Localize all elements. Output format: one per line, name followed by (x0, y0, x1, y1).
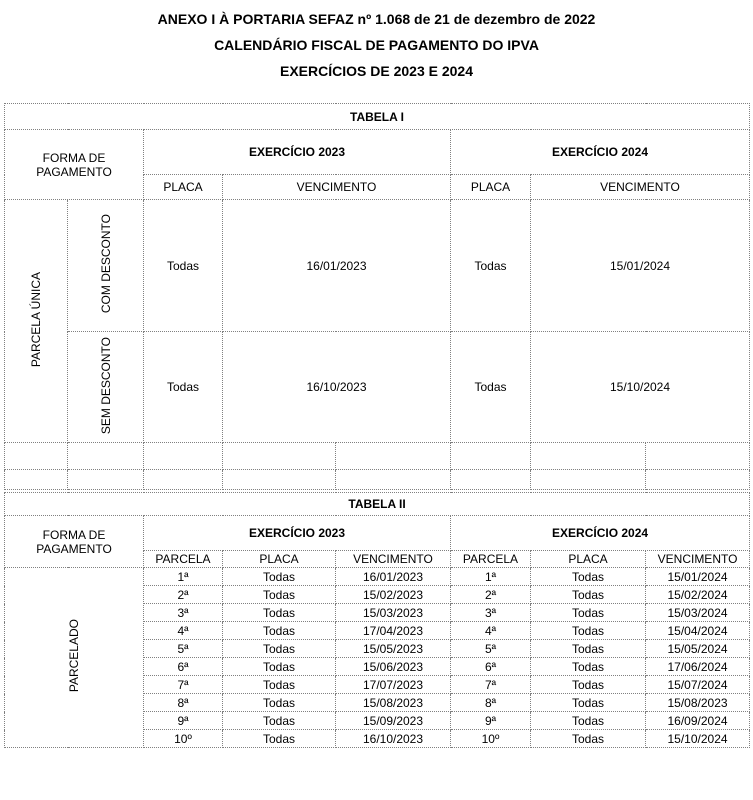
document-title (0, 0, 753, 84)
parcela-2024-cell: 7ª (451, 676, 531, 694)
vencimento-2024-cell: 16/09/2024 (646, 712, 750, 730)
vencimento-2024-cell: 15/07/2024 (646, 676, 750, 694)
vencimento-2024-cell: 15/01/2024 (646, 568, 750, 586)
tabela2-vencimento-2023-header: VENCIMENTO (336, 551, 451, 568)
placa-2023-cell: Todas (223, 712, 336, 730)
vencimento-2024-cell: 17/06/2024 (646, 658, 750, 676)
parcela-2023-cell: 4ª (144, 622, 223, 640)
placa-2023-cell: Todas (223, 586, 336, 604)
vencimento-2024-cell: 15/05/2024 (646, 640, 750, 658)
vencimento-2024-cell: 15/10/2024 (531, 332, 750, 443)
placa-2024-cell: Todas (531, 568, 646, 586)
tabela2-exercicio-2024-header: EXERCÍCIO 2024 (451, 516, 750, 551)
tabela1-row-group-label: PARCELA ÚNICA (29, 271, 43, 368)
empty-cell (531, 470, 646, 490)
vencimento-2023-cell: 17/04/2023 (336, 622, 451, 640)
placa-2024-cell: Todas (531, 604, 646, 622)
vencimento-2023-cell: 17/07/2023 (336, 676, 451, 694)
vencimento-2024-cell: 15/02/2024 (646, 586, 750, 604)
vencimento-2023-cell: 15/09/2023 (336, 712, 451, 730)
empty-cell (223, 443, 336, 470)
empty-cell (5, 470, 68, 490)
tabela2-parcela-2023-header: PARCELA (144, 551, 223, 568)
vencimento-2023-cell: 16/10/2023 (336, 730, 451, 748)
tabela2-vencimento-2024-header: VENCIMENTO (646, 551, 750, 568)
tabela2-placa-2023-header: PLACA (223, 551, 336, 568)
vencimento-2023-cell: 16/01/2023 (336, 568, 451, 586)
parcela-2024-cell: 2ª (451, 586, 531, 604)
empty-cell (336, 470, 451, 490)
empty-cell (451, 470, 531, 490)
document-title-line1: ANEXO I À PORTARIA SEFAZ nº 1.068 de 21 de dezembro de 2022 (157, 11, 596, 27)
placa-2024-cell: Todas (531, 712, 646, 730)
parcela-2024-cell: 1ª (451, 568, 531, 586)
tabela1-condition-cell (68, 200, 144, 332)
parcela-2024-cell: 5ª (451, 640, 531, 658)
placa-2023-cell: Todas (144, 200, 223, 332)
placa-2023-cell: Todas (223, 694, 336, 712)
empty-cell (144, 470, 223, 490)
empty-cell (68, 470, 144, 490)
tabela1-exercicio-2023-header: EXERCÍCIO 2023 (144, 130, 451, 175)
parcela-2023-cell: 9ª (144, 712, 223, 730)
empty-cell (223, 470, 336, 490)
empty-cell (646, 470, 750, 490)
parcela-2024-cell: 10º (451, 730, 531, 748)
placa-2023-cell: Todas (223, 568, 336, 586)
tabela2-row-group-cell (5, 568, 144, 748)
tabela-1 (4, 103, 750, 490)
vencimento-2023-cell: 16/10/2023 (223, 332, 451, 443)
parcela-2024-cell: 8ª (451, 694, 531, 712)
tabela1-forma-de-pagamento-header: FORMA DE PAGAMENTO (5, 130, 144, 200)
vencimento-2023-cell: 15/08/2023 (336, 694, 451, 712)
placa-2024-cell: Todas (531, 640, 646, 658)
placa-2024-cell: Todas (451, 200, 531, 332)
parcela-2024-cell: 4ª (451, 622, 531, 640)
tabela1-placa-2024-header: PLACA (451, 175, 531, 200)
tabela1-sem-desconto-label: SEM DESCONTO (98, 336, 113, 435)
empty-cell (144, 443, 223, 470)
placa-2024-cell: Todas (451, 332, 531, 443)
document-title-line2: CALENDÁRIO FISCAL DE PAGAMENTO DO IPVA (214, 37, 539, 53)
parcela-2023-cell: 1ª (144, 568, 223, 586)
table-row (5, 332, 750, 443)
empty-cell (5, 443, 68, 470)
parcela-2023-cell: 7ª (144, 676, 223, 694)
vencimento-2024-cell: 15/03/2024 (646, 604, 750, 622)
vencimento-2024-cell: 15/04/2024 (646, 622, 750, 640)
parcela-2023-cell: 10º (144, 730, 223, 748)
placa-2023-cell: Todas (223, 604, 336, 622)
tabela1-vencimento-2023-header: VENCIMENTO (223, 175, 451, 200)
placa-2024-cell: Todas (531, 676, 646, 694)
parcela-2023-cell: 2ª (144, 586, 223, 604)
parcela-2024-cell: 9ª (451, 712, 531, 730)
empty-row (5, 443, 750, 470)
placa-2023-cell: Todas (223, 730, 336, 748)
tabela1-com-desconto-label: COM DESCONTO (98, 214, 113, 314)
empty-cell (531, 443, 646, 470)
placa-2023-cell: Todas (223, 658, 336, 676)
empty-cell (68, 443, 144, 470)
vencimento-2023-cell: 15/03/2023 (336, 604, 451, 622)
placa-2023-cell: Todas (223, 622, 336, 640)
tabela1-exercicio-2024-header: EXERCÍCIO 2024 (451, 130, 750, 175)
vencimento-2023-cell: 15/06/2023 (336, 658, 451, 676)
tabela2-title: TABELA II (5, 493, 750, 516)
document-title-line3: EXERCÍCIOS DE 2023 E 2024 (280, 63, 473, 79)
vencimento-2024-cell: 15/08/2023 (646, 694, 750, 712)
placa-2023-cell: Todas (144, 332, 223, 443)
vencimento-2023-cell: 16/01/2023 (223, 200, 451, 332)
placa-2024-cell: Todas (531, 694, 646, 712)
table-row (5, 200, 750, 332)
tabela2-row-group-label: PARCELADO (67, 619, 81, 693)
placa-2023-cell: Todas (223, 640, 336, 658)
tabela2-forma-de-pagamento-header: FORMA DE PAGAMENTO (5, 516, 144, 568)
tabela2-exercicio-2023-header: EXERCÍCIO 2023 (144, 516, 451, 551)
parcela-2023-cell: 5ª (144, 640, 223, 658)
tabela2-parcela-2024-header: PARCELA (451, 551, 531, 568)
placa-2024-cell: Todas (531, 586, 646, 604)
tabela1-condition-cell (68, 332, 144, 443)
tabela-2 (4, 492, 750, 748)
tabela2-placa-2024-header: PLACA (531, 551, 646, 568)
tabela1-row-group-cell (5, 200, 68, 443)
tabela1-title: TABELA I (5, 104, 750, 130)
placa-2023-cell: Todas (223, 676, 336, 694)
placa-2024-cell: Todas (531, 622, 646, 640)
empty-cell (336, 443, 451, 470)
parcela-2023-cell: 6ª (144, 658, 223, 676)
placa-2024-cell: Todas (531, 658, 646, 676)
vencimento-2023-cell: 15/02/2023 (336, 586, 451, 604)
parcela-2024-cell: 3ª (451, 604, 531, 622)
parcela-2023-cell: 8ª (144, 694, 223, 712)
tabela1-vencimento-2024-header: VENCIMENTO (531, 175, 750, 200)
vencimento-2024-cell: 15/01/2024 (531, 200, 750, 332)
empty-cell (646, 443, 750, 470)
tabela1-placa-2023-header: PLACA (144, 175, 223, 200)
empty-cell (451, 443, 531, 470)
parcela-2024-cell: 6ª (451, 658, 531, 676)
vencimento-2024-cell: 15/10/2024 (646, 730, 750, 748)
placa-2024-cell: Todas (531, 730, 646, 748)
empty-row (5, 470, 750, 490)
vencimento-2023-cell: 15/05/2023 (336, 640, 451, 658)
table-row (5, 568, 750, 586)
parcela-2023-cell: 3ª (144, 604, 223, 622)
